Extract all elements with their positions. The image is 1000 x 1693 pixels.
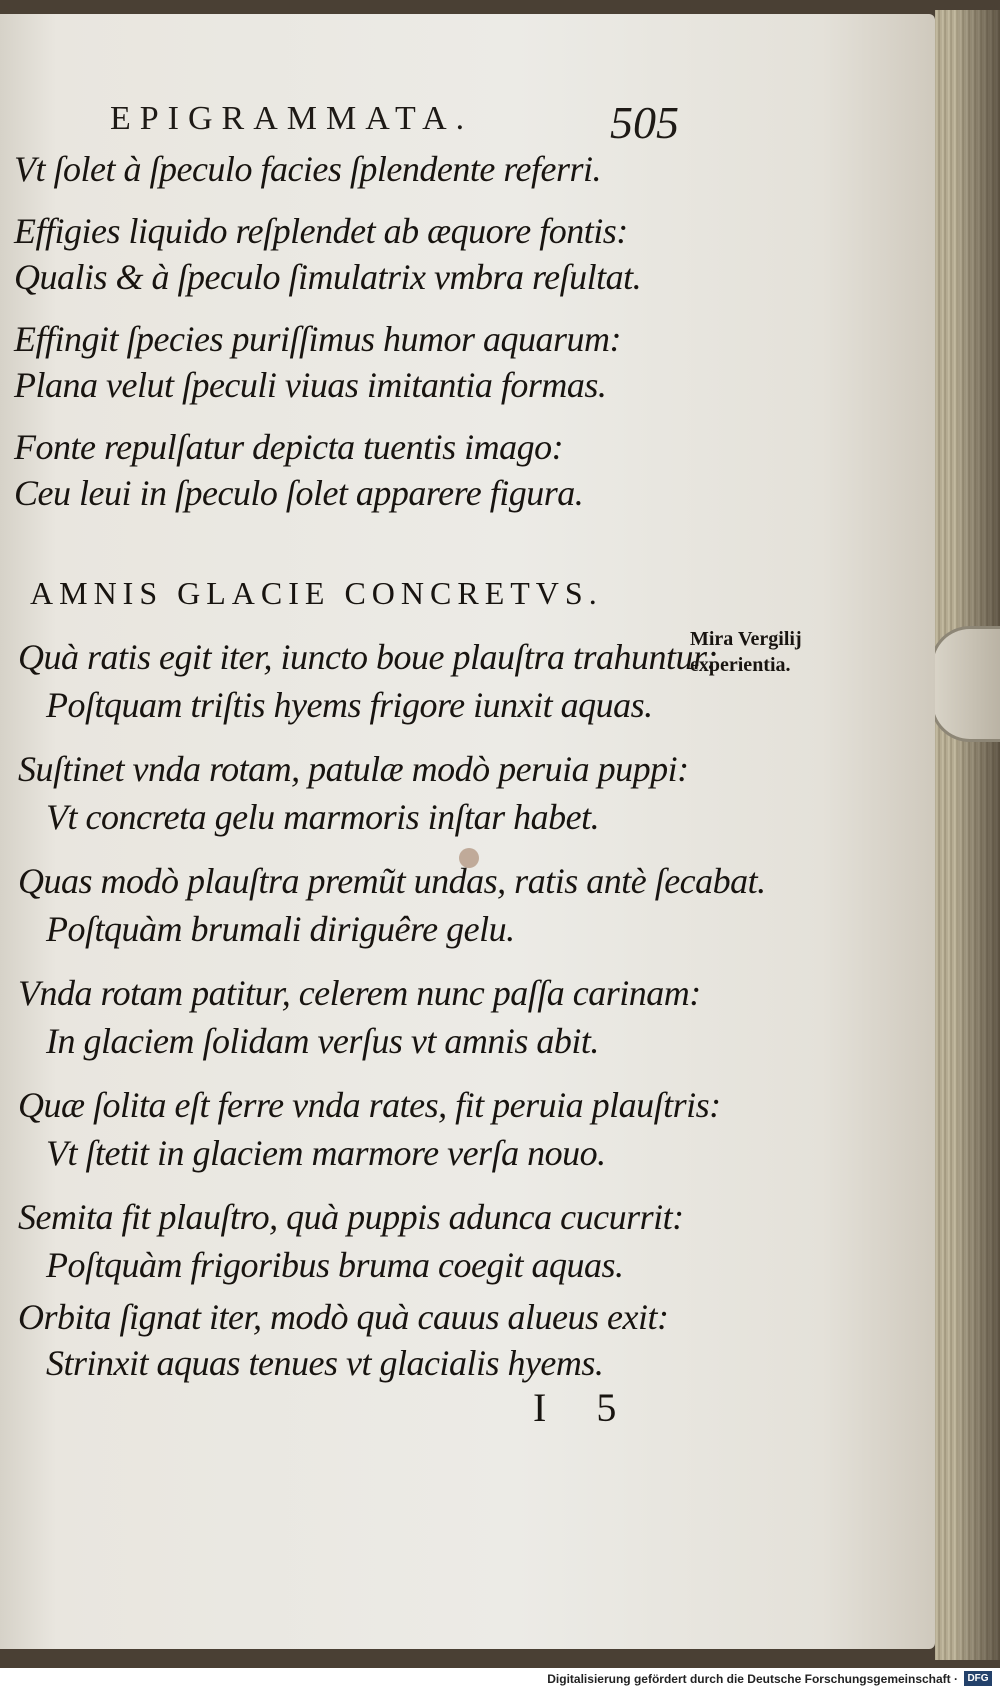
running-title: EPIGRAMMATA.	[110, 100, 474, 137]
verse-line: Vnda rotam patitur, celerem nunc paſſa carinam:	[18, 973, 701, 1013]
digitization-credit: Digitalisierung gefördert durch die Deutsche Forschungsgemeinschaft ·	[547, 1672, 958, 1686]
verse-line: Ceu leui in ſpeculo ſolet apparere figura.	[14, 473, 584, 513]
verse-line: Strinxit aquas tenues vt glacialis hyems.	[46, 1343, 604, 1383]
book-edge-shadow	[958, 10, 1000, 1660]
verse-line: Quà ratis egit iter, iuncto boue plauſtra trahuntur:	[18, 637, 718, 677]
verse-line: Poſtquàm frigoribus bruma coegit aquas.	[46, 1245, 624, 1285]
marginal-note-line: Mira Vergilij	[690, 628, 802, 650]
verse-line: Vt ſolet à ſpeculo facies ſplendente referri.	[14, 149, 602, 189]
verse-line: Quæ ſolita eſt ferre vnda rates, fit peruia plauſtris:	[18, 1085, 721, 1125]
page-number: 505	[610, 97, 679, 148]
section-title: AMNIS GLACIE CONCRETVS.	[30, 575, 603, 611]
verse-line: Orbita ſignat iter, modò quà cauus alueus exit:	[18, 1297, 669, 1337]
verse-line: Plana velut ſpeculi viuas imitantia formas.	[14, 365, 607, 405]
verse-line: Quas modò plauſtra premũt undas, ratis antè ſecabat.	[18, 861, 766, 901]
book-clasp	[930, 626, 1000, 742]
verse-line: Vt ſtetit in glaciem marmore verſa nouo.	[46, 1133, 606, 1173]
verse-line: Effigies liquido reſplendet ab æquore fontis:	[14, 211, 628, 251]
verse-line: Fonte repulſatur depicta tuentis imago:	[14, 427, 564, 467]
verse-line: Vt concreta gelu marmoris inſtar habet.	[46, 797, 600, 837]
marginal-note-line: experientia.	[690, 654, 791, 676]
verse-line: Qualis & à ſpeculo ſimulatrix vmbra reſultat.	[14, 257, 642, 297]
verse-line: Semita fit plauſtro, quà puppis adunca cucurrit:	[18, 1197, 684, 1237]
verse-line: Poſtquàm brumali diriguêre gelu.	[46, 909, 515, 949]
verse-line: In glaciem ſolidam verſus vt amnis abit.	[46, 1021, 599, 1061]
signature-mark: I 5	[533, 1385, 637, 1430]
dfg-logo-icon: DFG	[964, 1671, 992, 1686]
verse-line: Effingit ſpecies puriſſimus humor aquarum:	[14, 319, 621, 359]
verse-line: Suſtinet vnda rotam, patulæ modò peruia puppi:	[18, 749, 689, 789]
verse-line: Poſtquam triſtis hyems frigore iunxit aquas.	[46, 685, 653, 725]
